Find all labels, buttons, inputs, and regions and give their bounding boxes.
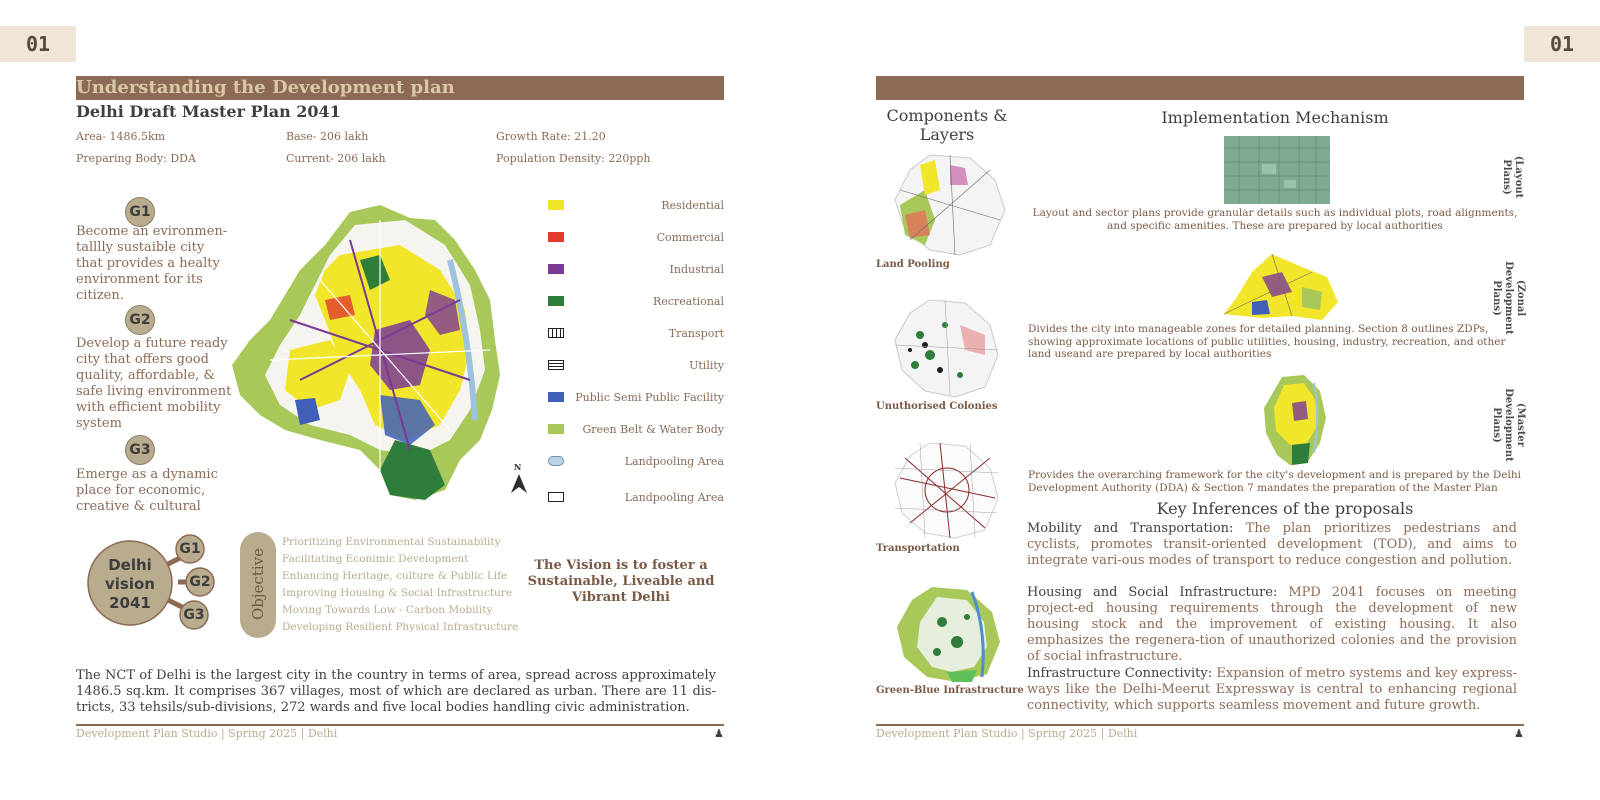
legend-label-commercial: Commercial <box>656 231 724 244</box>
vision-g3: G3 <box>183 607 205 623</box>
legend-swatch-landpooling-2 <box>548 492 564 502</box>
goal-text-g1: Become an evironmen-talllly sustaible city that provides a healty environment for its citizen. <box>76 224 228 303</box>
objective-item: Facilitating Econimic Development <box>282 553 469 565</box>
inference-housing <box>1027 585 1517 665</box>
person-icon: ♟ <box>1514 727 1524 740</box>
vertical-label-zonal-plans: (Zonal Development Plans) <box>1491 261 1526 335</box>
layout-plans-description: Layout and sector plans provide granular details such as individual plots, road alignments, and specific amenities. These are prepared by local authorities <box>1032 207 1518 232</box>
legend-swatch-public-facility <box>548 392 564 402</box>
legend-swatch-industrial <box>548 264 564 274</box>
objective-item: Developing Resilient Physical Infrastructure <box>282 621 519 633</box>
transportation-map <box>890 438 1005 540</box>
goal-badge-g1: G1 <box>125 197 155 227</box>
page-title: Understanding the Development plan <box>76 77 455 98</box>
component-label-green-blue: Green-Blue Infrastructure <box>876 685 1024 696</box>
inference-mobility <box>1027 521 1517 569</box>
plan-subtitle: Delhi Draft Master Plan 2041 <box>76 102 341 121</box>
legend-label-green-belt: Green Belt & Water Body <box>582 423 724 436</box>
stat-base: Base- 206 lakh <box>286 130 369 143</box>
legend-label-landpooling-2: Landpooling Area <box>624 491 724 504</box>
inference-title: Mobility and Transportation: <box>1027 521 1234 536</box>
vision-g2: G2 <box>189 574 211 590</box>
legend-label-transport: Transport <box>668 327 724 340</box>
legend-label-recreational: Recreational <box>652 295 724 308</box>
legend-swatch-utility <box>548 360 564 370</box>
goal-text-g3: Emerge as a dynamic place for economic, creative & cultural <box>76 467 218 514</box>
implementation-heading: Implementation Mechanism <box>1161 108 1389 127</box>
vision-statement: The Vision is to foster a Sustainable, Liveable and Vibrant Delhi <box>527 558 715 605</box>
legend-swatch-transport <box>548 328 564 338</box>
objective-item: Improving Housing & Social Infrastructure <box>282 587 513 599</box>
stat-area: Area- 1486.5km <box>76 130 166 143</box>
vision-line-1: Delhi <box>108 556 152 574</box>
objective-item: Prioritizing Environmental Sustainability <box>282 536 501 548</box>
vertical-label-layout-plans: (Layout Plans) <box>1501 155 1524 199</box>
component-label-transportation: Transportation <box>876 543 960 554</box>
inference-text: Expansion of metro systems and key express-ways like the Delhi-Meerut Expressway is central to enhancing regional connectivity, which supports seamless movement and future growth. <box>1027 666 1517 713</box>
vision-center-label <box>90 556 170 613</box>
person-icon: ♟ <box>714 727 724 740</box>
legend-swatch-landpooling-1 <box>548 456 564 466</box>
stat-growth: Growth Rate: 21.20 <box>496 130 606 143</box>
layout-plan-map <box>1224 136 1330 204</box>
legend-swatch-green-belt <box>548 424 564 434</box>
legend-label-utility: Utility <box>689 359 724 372</box>
page-number-right: 01 <box>1524 26 1600 62</box>
inference-title: Housing and Social Infrastructure: <box>1027 585 1278 600</box>
legend-label-residential: Residential <box>661 199 724 212</box>
goal-badge-g2: G2 <box>125 305 155 335</box>
goal-badge-g3: G3 <box>125 435 155 465</box>
footer-text-right: Development Plan Studio | Spring 2025 | Delhi <box>876 727 1138 740</box>
component-label-land-pooling: Land Pooling <box>876 259 950 270</box>
stat-body: Preparing Body: DDA <box>76 152 196 165</box>
inference-connectivity <box>1027 666 1517 714</box>
legend-swatch-commercial <box>548 232 564 242</box>
component-label-unauthorised-colonies: Unuthorised Colonies <box>876 401 998 412</box>
footer-divider-left <box>76 724 724 726</box>
vision-line-2: vision <box>105 575 155 593</box>
inference-text: The plan prioritizes pedestrians and cyclists, promotes transit-oriented development (TOD), and aims to integrate vari-ous modes of transport to reduce congestion and pollution. <box>1027 521 1517 568</box>
stat-current: Current- 206 lakh <box>286 152 386 165</box>
green-blue-infrastructure-map <box>892 582 1007 684</box>
delhi-landuse-map <box>230 200 530 505</box>
objective-item: Moving Towards Low - Carbon Mobility <box>282 604 493 616</box>
legend-label-industrial: Industrial <box>669 263 724 276</box>
legend-label-public-facility: Public Semi Public Facility <box>575 391 724 404</box>
goal-text-g2: Develop a future ready city that offers good quality, affordable, & safe living environment with efficient mobility system <box>76 336 232 431</box>
inference-title: Infrastructure Connectivity: <box>1027 666 1213 681</box>
footer-text-left: Development Plan Studio | Spring 2025 | Delhi <box>76 727 338 740</box>
master-plans-description: Provides the overarching framework for the city's development and is prepared by the Delhi Development Authority (DDA) & Section 7 mandates the preparation of the Master Plan <box>1028 469 1521 494</box>
unauthorised-colonies-map <box>890 295 1005 400</box>
legend-swatch-recreational <box>548 296 564 306</box>
inferences-heading: Key Inferences of the proposals <box>1156 499 1414 518</box>
inference-text: MPD 2041 focuses on meeting project-ed housing requirements through the development of new housing stock and the improvement of existing housing. It also emphasizes the regenera-tion of unauthorized colonies and the provision of social infrastructure. <box>1027 585 1517 664</box>
zonal-plan-map <box>1222 252 1338 322</box>
components-heading: Components & Layers <box>886 106 1008 144</box>
vision-g1: G1 <box>179 541 201 557</box>
zonal-plans-description: Divides the city into manageable zones for detailed planning. Section 8 outlines ZDPs, showing approximate locations of public utilities, housing, industry, recreation, and other land useand are prepared by local authorities <box>1028 323 1506 360</box>
stat-density: Population Density: 220pph <box>496 152 651 165</box>
vertical-label-master-plans: (Master Development Plans) <box>1491 388 1526 462</box>
master-plan-map <box>1262 373 1328 466</box>
legend-swatch-residential <box>548 200 564 210</box>
objective-item: Enhancing Heritage, culture & Public Life <box>282 570 508 582</box>
land-pooling-map <box>890 150 1010 260</box>
footer-divider-right <box>876 724 1524 726</box>
north-label: N <box>514 462 522 472</box>
right-title-band <box>876 76 1524 100</box>
vision-line-3: 2041 <box>109 594 151 612</box>
intro-paragraph: The NCT of Delhi is the largest city in the country in terms of area, spread across approximately 1486.5 sq.km. It comprises 367 villages, most of which are declared as urban. There are 11 dis-tricts, 33 tehsils/sub-divisions, 272 wards and five local bodies handling civic administration. <box>76 668 716 715</box>
page-number-left: 01 <box>0 26 76 62</box>
objective-label: Objective <box>249 548 267 621</box>
legend-label-landpooling-1: Landpooling Area <box>624 455 724 468</box>
